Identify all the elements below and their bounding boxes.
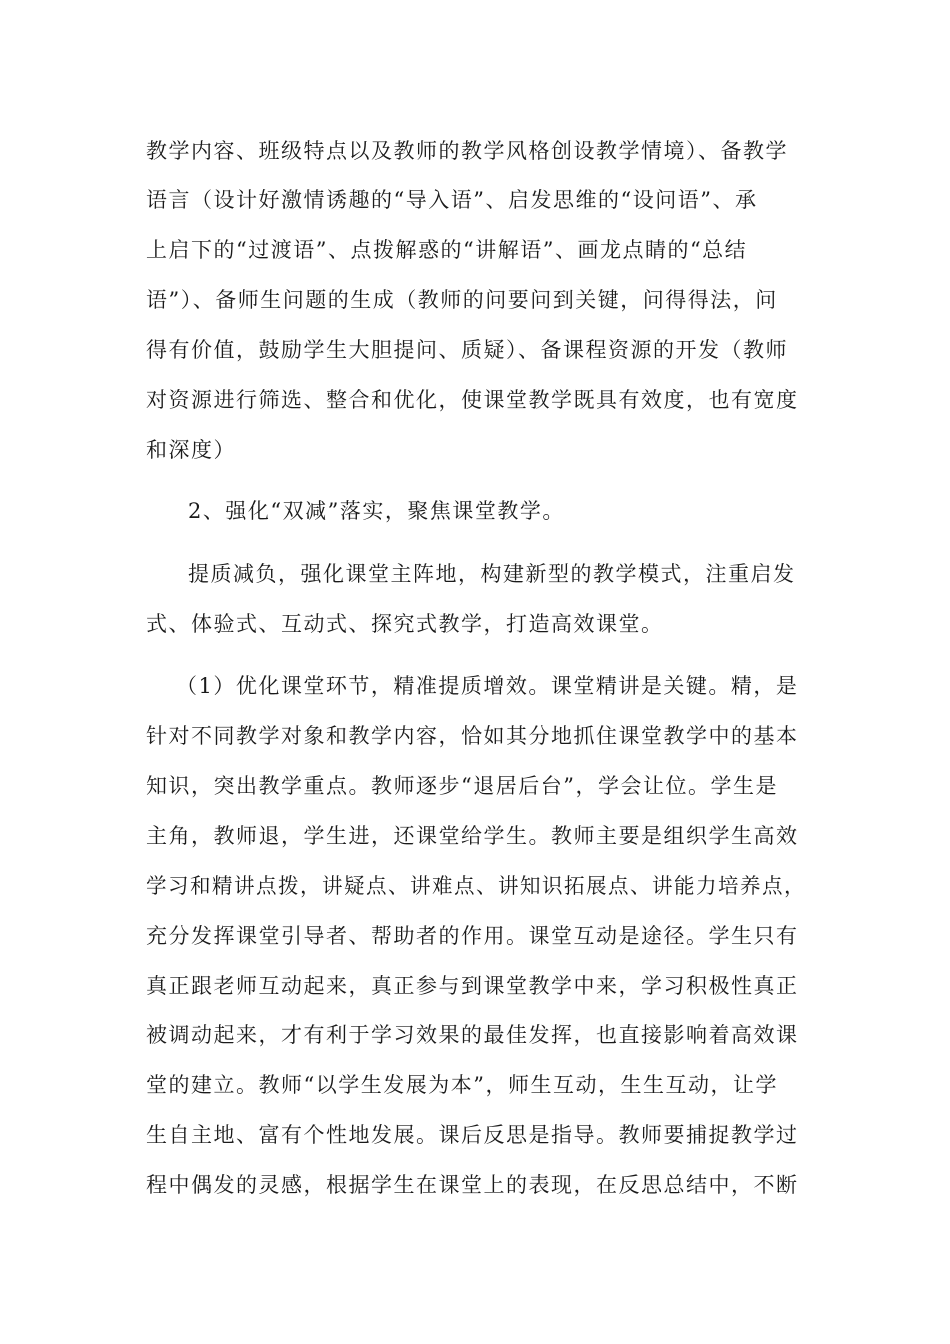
text-line: 真正跟老师互动起来，真正参与到课堂教学中来，学习积极性真正 [146,974,799,998]
text-line: 充分发挥课堂引导者、帮助者的作用。课堂互动是途径。学生只有 [146,924,799,948]
text-line: 主角，教师退，学生进，还课堂给学生。教师主要是组织学生高效 [146,824,799,848]
text-line: 学习和精讲点拨，讲疑点、讲难点、讲知识拓展点、讲能力培养点， [146,874,806,898]
text-line: 对资源进行筛选、整合和优化，使课堂教学既具有效度，也有宽度 [146,388,799,412]
text-line: 和深度） [146,438,236,462]
text-line: （1）优化课堂环节，精准提质增效。课堂精讲是关键。精，是 [176,674,799,698]
text-line: 知识，突出教学重点。教师逐步“退居后台”，学会让位。学生是 [146,774,778,798]
text-line: 被调动起来，才有利于学习效果的最佳发挥，也直接影响着高效课 [146,1023,799,1047]
text-line: 语”）、备师生问题的生成（教师的问要问到关键，问得得法，问 [146,288,778,312]
text-line: 生自主地、富有个性地发展。课后反思是指导。教师要捕捉教学过 [146,1123,799,1147]
text-line: 语言（设计好激情诱趣的“导入语”、启发思维的“设问语”、承 [146,188,758,212]
text-line: 式、体验式、互动式、探究式教学，打造高效课堂。 [146,612,664,636]
section-heading: 2、强化“双减”落实，聚焦课堂教学。 [188,499,565,523]
body-text [146,0,806,1344]
text-line: 得有价值，鼓励学生大胆提问、质疑）、备课程资源的开发（教师 [146,338,788,362]
text-line: 针对不同教学对象和教学内容，恰如其分地抓住课堂教学中的基本 [146,724,799,748]
text-line: 教学内容、班级特点以及教师的教学风格创设教学情境）、备教学 [146,139,788,163]
text-line: 提质减负，强化课堂主阵地，构建新型的教学模式，注重启发 [188,562,796,586]
text-line: 程中偶发的灵感，根据学生在课堂上的表现，在反思总结中，不断 [146,1173,799,1197]
text-line: 堂的建立。教师“以学生发展为本”，师生互动，生生互动，让学 [146,1073,778,1097]
text-line: 上启下的“过渡语”、点拨解惑的“讲解语”、画龙点睛的“总结 [146,238,748,262]
